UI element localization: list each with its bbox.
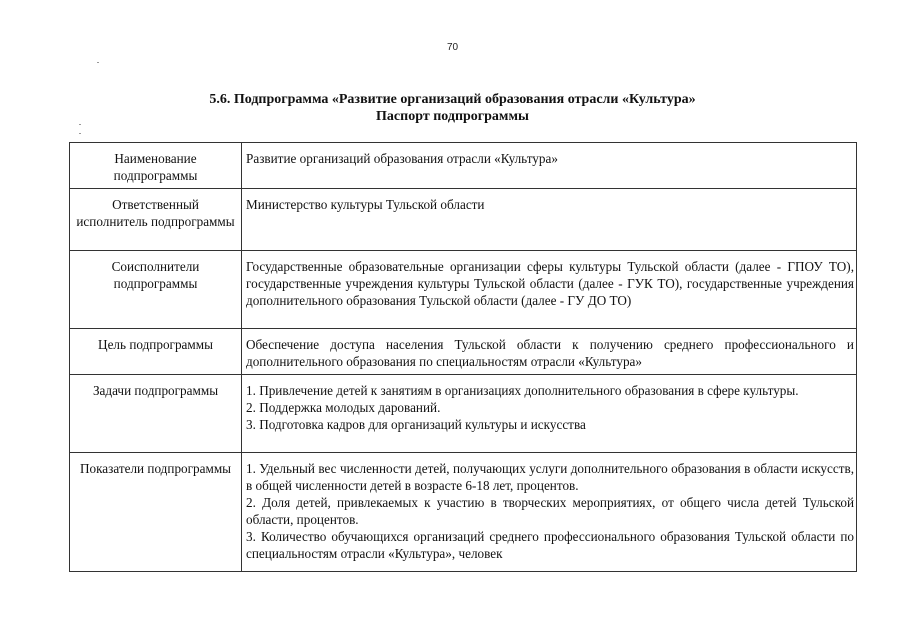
section-heading — [0, 91, 905, 125]
subprogram-title: 5.6. Подпрограмма «Развитие организаций образования отрасли «Культура» — [209, 92, 696, 107]
scan-speck — [79, 124, 81, 125]
table-row — [70, 251, 857, 329]
scan-speck — [79, 133, 81, 134]
row-label: Ответственный исполнитель подпрограммы — [70, 189, 242, 251]
page-number: 70 — [446, 42, 459, 53]
value-line: Государственные образовательные организации сферы культуры Тульской области (далее - ГПОУ ТО), государственные учреждения культуры Тульской области (далее - ГУК ТО), государственные учреждения дополнительного образования Тульской области (далее - ГУ ДО ТО) — [246, 259, 854, 308]
passport-title: Паспорт подпрограммы — [376, 109, 529, 124]
row-label: Задачи подпрограммы — [70, 375, 242, 453]
row-value — [242, 329, 857, 375]
value-line: 2. Доля детей, привлекаемых к участию в творческих мероприятиях, от общего числа детей Тульской области, процентов. — [246, 495, 854, 527]
row-label: Соисполнители подпрограммы — [70, 251, 242, 329]
value-line: 2. Поддержка молодых дарований. — [246, 400, 441, 415]
table-row — [70, 453, 857, 572]
row-label: Цель подпрограммы — [70, 329, 242, 375]
row-value — [242, 189, 857, 251]
row-value — [242, 143, 857, 189]
table-row — [70, 143, 857, 189]
table-row — [70, 375, 857, 453]
row-value — [242, 375, 857, 453]
row-label: Показатели подпрограммы — [70, 453, 242, 572]
value-line: Обеспечение доступа населения Тульской области к получению среднего профессионального и дополнительного образования по специальностям отрасли «Культура» — [246, 337, 854, 369]
value-line: Развитие организаций образования отрасли «Культура» — [246, 151, 558, 166]
passport-table — [69, 142, 857, 572]
value-line: Министерство культуры Тульской области — [246, 197, 485, 212]
row-value — [242, 251, 857, 329]
value-line: 1. Удельный вес численности детей, получающих услуги дополнительного образования в области искусств, в общей численности детей в возрасте 6-18 лет, процентов. — [246, 461, 854, 493]
table-row — [70, 189, 857, 251]
value-line: 1. Привлечение детей к занятиям в организациях дополнительного образования в сфере культуры. — [246, 383, 799, 398]
table-row — [70, 329, 857, 375]
row-value — [242, 453, 857, 572]
scan-speck — [97, 62, 99, 63]
value-line: 3. Подготовка кадров для организаций культуры и искусства — [246, 417, 586, 432]
row-label: Наименование подпрограммы — [70, 143, 242, 189]
value-line: 3. Количество обучающихся организаций среднего профессионального образования Тульской области по специальностям отрасли «Культура», человек — [246, 529, 854, 561]
